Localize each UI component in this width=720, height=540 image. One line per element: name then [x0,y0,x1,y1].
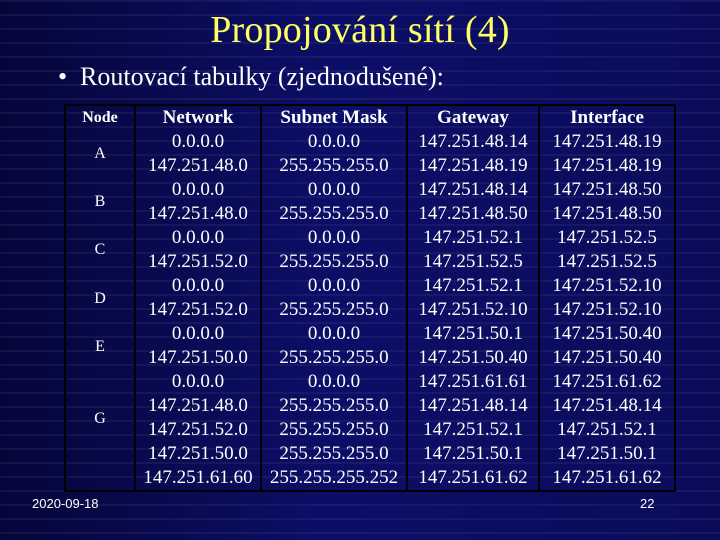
gateway-cell: 147.251.50.1 [423,443,523,464]
mask-cell: 0.0.0.0 [307,179,361,200]
mask-cell: 255.255.255.0 [279,395,389,416]
interface-cell: 147.251.52.5 [557,251,657,272]
mask-cell: 255.255.255.0 [279,347,389,368]
node-label-g: G [94,409,106,427]
interface-cell: 147.251.50.1 [557,443,657,464]
mask-cell: 255.255.255.0 [279,443,389,464]
network-cell: 0.0.0.0 [171,227,225,248]
gateway-column [407,105,539,491]
page-number: 22 [640,496,655,511]
mask-cell: 0.0.0.0 [307,323,361,344]
gateway-cell: 147.251.61.61 [418,371,528,392]
interface-cell: 147.251.48.50 [552,179,662,200]
interface-cell: 147.251.61.62 [552,467,662,488]
network-cell: 0.0.0.0 [171,131,225,152]
network-cell: 147.251.50.0 [148,443,248,464]
interface-cell: 147.251.52.10 [552,275,662,296]
network-cell: 147.251.52.0 [148,251,248,272]
interface-cell: 147.251.52.5 [557,227,657,248]
network-cell: 0.0.0.0 [171,179,225,200]
gateway-cell: 147.251.52.10 [418,299,528,320]
gateway-cell: 147.251.48.14 [418,395,528,416]
gateway-cell: 147.251.48.50 [418,203,528,224]
interface-cell: 147.251.61.62 [552,371,662,392]
network-cell: 0.0.0.0 [171,371,225,392]
mask-cell: 0.0.0.0 [307,227,361,248]
bullet-icon: • [58,62,68,91]
node-label-c: C [94,241,106,259]
network-cell: 147.251.61.60 [143,467,253,488]
network-cell: 147.251.48.0 [148,155,248,176]
header-interface: Interface [570,107,644,128]
mask-cell: 255.255.255.0 [279,299,389,320]
gateway-cell: 147.251.48.19 [418,155,528,176]
interface-cell: 147.251.52.10 [552,299,662,320]
interface-cell: 147.251.52.1 [557,419,657,440]
gateway-cell: 147.251.52.1 [423,227,523,248]
gateway-cell: 147.251.52.1 [423,419,523,440]
footer-date: 2020-09-18 [32,496,99,511]
mask-cell: 0.0.0.0 [307,275,361,296]
header-node: Node [82,109,118,126]
bullet-line [58,62,444,92]
interface-column [539,105,675,491]
interface-cell: 147.251.48.50 [552,203,662,224]
mask-cell: 0.0.0.0 [307,371,361,392]
interface-cell: 147.251.48.14 [552,395,662,416]
routing-table [64,104,676,492]
network-cell: 147.251.52.0 [148,299,248,320]
node-column [65,105,135,491]
slide-title: Propojování sítí (4) [210,9,510,51]
network-cell: 0.0.0.0 [171,323,225,344]
node-label-b: B [94,193,106,211]
mask-cell: 0.0.0.0 [307,131,361,152]
header-gateway: Gateway [437,107,509,128]
header-mask: Subnet Mask [280,107,388,128]
header-network: Network [162,107,234,128]
interface-cell: 147.251.48.19 [552,131,662,152]
gateway-cell: 147.251.52.1 [423,275,523,296]
node-label-a: A [94,145,106,162]
node-label-d: D [94,289,106,307]
mask-cell: 255.255.255.0 [279,155,389,176]
network-cell: 147.251.52.0 [148,419,248,440]
interface-cell: 147.251.48.19 [552,155,662,176]
interface-cell: 147.251.50.40 [552,347,662,368]
gateway-cell: 147.251.48.14 [418,179,528,200]
interface-cell: 147.251.50.40 [552,323,662,344]
gateway-cell: 147.251.61.62 [418,467,528,488]
network-column [135,105,261,491]
mask-column [261,105,407,491]
network-cell: 147.251.50.0 [148,347,248,368]
mask-cell: 255.255.255.0 [279,419,389,440]
mask-cell: 255.255.255.252 [269,467,399,488]
network-cell: 0.0.0.0 [171,275,225,296]
mask-cell: 255.255.255.0 [279,203,389,224]
network-cell: 147.251.48.0 [148,395,248,416]
mask-cell: 255.255.255.0 [279,251,389,272]
gateway-cell: 147.251.50.1 [423,323,523,344]
bullet-text: Routovací tabulky (zjednodušené): [80,62,444,91]
network-cell: 147.251.48.0 [148,203,248,224]
gateway-cell: 147.251.48.14 [418,131,528,152]
node-label-e: E [95,337,105,355]
gateway-cell: 147.251.52.5 [423,251,523,272]
gateway-cell: 147.251.50.40 [418,347,528,368]
